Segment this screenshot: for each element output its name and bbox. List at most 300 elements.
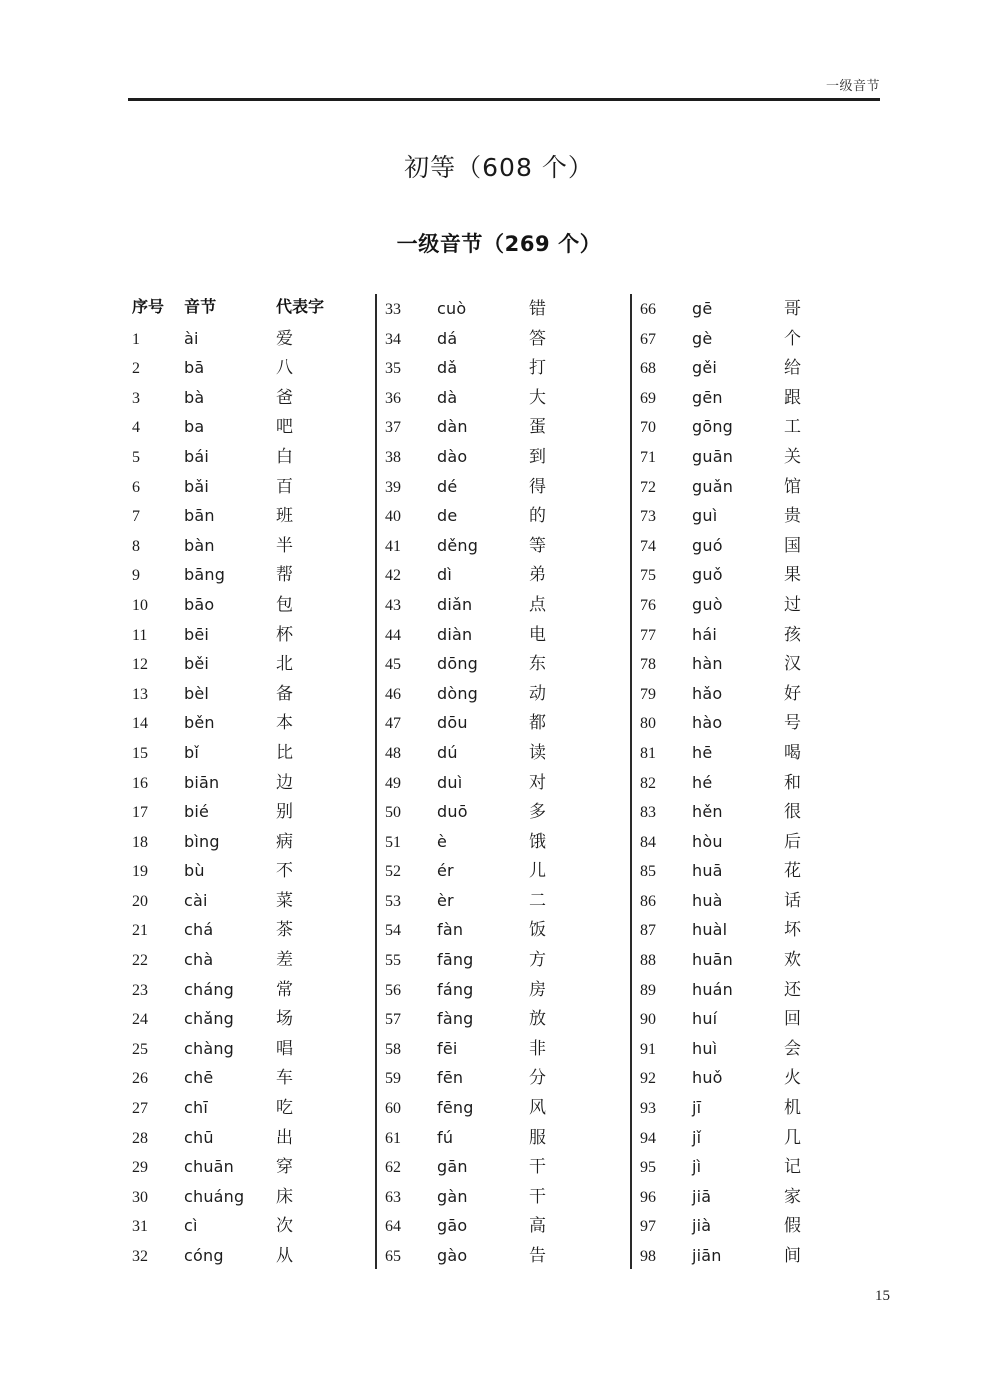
cell-number: 47	[385, 715, 401, 733]
cell-character: 边	[276, 772, 293, 793]
cell-number: 84	[640, 833, 656, 851]
table-column-3	[640, 294, 878, 1269]
cell-number: 85	[640, 863, 656, 881]
cell-character: 话	[784, 890, 801, 911]
table-row	[640, 472, 878, 502]
cell-character: 常	[276, 979, 293, 1000]
table-row	[385, 620, 623, 650]
table-row	[385, 590, 623, 620]
table-row	[385, 412, 623, 442]
cell-number: 28	[132, 1129, 148, 1147]
cell-number: 61	[385, 1129, 401, 1147]
cell-number: 30	[132, 1188, 148, 1206]
cell-number: 63	[385, 1188, 401, 1206]
cell-number: 22	[132, 952, 148, 970]
cell-character: 儿	[529, 861, 546, 882]
cell-number: 35	[385, 360, 401, 378]
cell-syllable: chuān	[184, 1157, 235, 1177]
cell-syllable: huì	[692, 1038, 718, 1058]
table-row	[640, 649, 878, 679]
cell-syllable: huā	[692, 861, 723, 881]
cell-syllable: fēng	[437, 1098, 474, 1118]
cell-character: 非	[529, 1038, 546, 1059]
table-row	[385, 797, 623, 827]
cell-number: 96	[640, 1188, 656, 1206]
cell-character: 场	[276, 1009, 293, 1030]
table-row	[385, 1241, 623, 1271]
cell-character: 风	[529, 1098, 546, 1119]
cell-syllable: fēn	[437, 1068, 464, 1088]
cell-character: 唱	[276, 1038, 293, 1059]
cell-number: 38	[385, 448, 401, 466]
table-row	[640, 738, 878, 768]
cell-syllable: guǒ	[692, 565, 723, 585]
cell-syllable: hǎo	[692, 683, 723, 703]
cell-character: 对	[529, 772, 546, 793]
table-row	[640, 856, 878, 886]
cell-syllable: fēi	[437, 1038, 458, 1058]
cell-syllable: jiā	[692, 1186, 712, 1206]
table-row	[132, 620, 370, 650]
cell-syllable: fāng	[437, 950, 474, 970]
table-row	[385, 856, 623, 886]
cell-syllable: chī	[184, 1098, 208, 1118]
cell-character: 会	[784, 1038, 801, 1059]
cell-character: 机	[784, 1098, 801, 1119]
cell-syllable: dú	[437, 742, 458, 762]
cell-syllable: bái	[184, 446, 210, 466]
cell-syllable: hòu	[692, 831, 723, 851]
cell-number: 58	[385, 1040, 401, 1058]
cell-character: 弟	[529, 565, 546, 586]
cell-number: 67	[640, 330, 656, 348]
cell-syllable: gào	[437, 1246, 468, 1265]
cell-syllable: bèl	[184, 683, 210, 703]
table-row	[132, 1093, 370, 1123]
cell-number: 73	[640, 508, 656, 526]
header-cell-character: 代表字	[276, 297, 325, 316]
cell-character: 馆	[784, 476, 801, 497]
table-row	[132, 827, 370, 857]
cell-character: 哥	[784, 299, 801, 319]
cell-syllable: hào	[692, 713, 723, 733]
cell-syllable: dòng	[437, 683, 479, 703]
cell-number: 34	[385, 330, 401, 348]
cell-syllable: dào	[437, 446, 468, 466]
cell-syllable: huà	[692, 890, 723, 910]
cell-character: 错	[529, 299, 546, 319]
cell-number: 59	[385, 1070, 401, 1088]
table-row	[132, 383, 370, 413]
cell-number: 11	[132, 626, 148, 644]
page-subtitle: 一级音节（269 个）	[396, 232, 602, 256]
cell-character: 答	[529, 328, 546, 349]
cell-syllable: fàn	[437, 920, 464, 940]
cell-number: 80	[640, 715, 656, 733]
table-row	[640, 1034, 878, 1064]
cell-syllable: cài	[184, 890, 208, 910]
cell-character: 好	[784, 683, 801, 704]
cell-syllable: bā	[184, 358, 205, 378]
table-row	[640, 383, 878, 413]
cell-character: 欢	[784, 950, 801, 971]
cell-character: 饭	[529, 920, 546, 941]
cell-number: 44	[385, 626, 401, 644]
cell-character: 帮	[276, 565, 293, 586]
cell-syllable: bié	[184, 802, 210, 822]
cell-number: 8	[132, 537, 140, 555]
cell-character: 跟	[784, 387, 801, 408]
table-row	[640, 412, 878, 442]
cell-number: 14	[132, 715, 148, 733]
cell-syllable: bìng	[184, 831, 220, 851]
cell-character: 个	[784, 328, 801, 349]
cell-syllable: fú	[437, 1127, 454, 1147]
cell-syllable: dōu	[437, 713, 468, 733]
cell-character: 干	[529, 1186, 546, 1207]
cell-syllable: dá	[437, 328, 458, 348]
cell-character: 间	[784, 1246, 801, 1266]
cell-number: 51	[385, 833, 401, 851]
cell-syllable: fáng	[437, 979, 474, 999]
cell-syllable: děng	[437, 535, 479, 555]
cell-number: 26	[132, 1070, 148, 1088]
cell-character: 出	[276, 1127, 293, 1148]
table-row	[640, 886, 878, 916]
cell-number: 52	[385, 863, 401, 881]
table-row	[640, 1241, 878, 1271]
table-row	[385, 1093, 623, 1123]
cell-syllable: guì	[692, 506, 718, 526]
table-row	[132, 442, 370, 472]
table-header-row	[132, 294, 370, 324]
cell-syllable: cóng	[184, 1246, 224, 1265]
running-header-text: 一级音节	[825, 79, 880, 94]
table-row	[385, 560, 623, 590]
cell-syllable: běn	[184, 713, 215, 733]
cell-number: 89	[640, 981, 656, 999]
table-row	[640, 1063, 878, 1093]
cell-character: 汉	[784, 654, 801, 675]
table-row	[640, 560, 878, 590]
cell-character: 比	[276, 742, 293, 763]
cell-character: 告	[529, 1246, 546, 1266]
cell-syllable: gěi	[692, 358, 718, 378]
cell-character: 次	[276, 1216, 293, 1237]
cell-number: 94	[640, 1129, 656, 1147]
table-row	[385, 472, 623, 502]
cell-number: 50	[385, 804, 401, 822]
cell-character: 吃	[276, 1098, 293, 1119]
table-row	[385, 1034, 623, 1064]
cell-number: 97	[640, 1218, 656, 1236]
cell-character: 包	[276, 594, 293, 615]
cell-number: 25	[132, 1040, 148, 1058]
table-row	[640, 827, 878, 857]
cell-number: 57	[385, 1011, 401, 1029]
cell-number: 21	[132, 922, 148, 940]
page-title: 初等（608 个）	[404, 153, 594, 182]
cell-syllable: ér	[437, 861, 454, 881]
table-row	[640, 915, 878, 945]
cell-syllable: gē	[692, 299, 713, 318]
table-row	[640, 501, 878, 531]
cell-number: 77	[640, 626, 656, 644]
header-cell-syllable: 音节	[184, 297, 217, 316]
cell-number: 75	[640, 567, 656, 585]
cell-character: 别	[276, 802, 293, 823]
cell-character: 到	[529, 446, 546, 467]
cell-character: 动	[529, 683, 546, 704]
cell-character: 干	[529, 1157, 546, 1178]
cell-character: 读	[529, 742, 546, 763]
cell-syllable: hē	[692, 742, 713, 762]
cell-syllable: guò	[692, 594, 723, 614]
table-row	[640, 1123, 878, 1153]
cell-number: 42	[385, 567, 401, 585]
table-row	[640, 1093, 878, 1123]
cell-number: 71	[640, 448, 656, 466]
cell-character: 孩	[784, 624, 801, 645]
cell-number: 98	[640, 1248, 656, 1265]
table-row	[385, 1063, 623, 1093]
table-row	[132, 856, 370, 886]
table-row	[132, 975, 370, 1005]
cell-number: 95	[640, 1159, 656, 1177]
cell-syllable: gàn	[437, 1186, 468, 1206]
cell-syllable: hěn	[692, 802, 723, 822]
table-row	[640, 442, 878, 472]
cell-character: 本	[276, 713, 293, 734]
cell-syllable: de	[437, 506, 458, 526]
cell-number: 7	[132, 508, 140, 526]
cell-character: 大	[529, 387, 546, 408]
cell-character: 都	[529, 713, 546, 734]
cell-character: 关	[784, 446, 801, 467]
cell-syllable: hái	[692, 624, 717, 644]
table-row	[132, 649, 370, 679]
cell-character: 国	[784, 535, 801, 556]
cell-syllable: guó	[692, 535, 723, 555]
table-row	[385, 1182, 623, 1212]
cell-character: 给	[784, 358, 801, 379]
cell-number: 6	[132, 478, 140, 496]
cell-number: 27	[132, 1100, 148, 1118]
cell-character: 百	[276, 476, 293, 497]
cell-syllable: diàn	[437, 624, 473, 644]
table-column-1	[132, 294, 370, 1269]
cell-character: 点	[529, 594, 546, 615]
cell-character: 得	[529, 476, 546, 497]
cell-character: 爸	[276, 387, 293, 408]
cell-syllable: cháng	[184, 979, 235, 999]
table-row	[132, 560, 370, 590]
cell-character: 方	[529, 950, 546, 971]
cell-character: 高	[529, 1216, 546, 1237]
table-row	[385, 294, 623, 324]
table-row	[640, 1004, 878, 1034]
cell-character: 房	[529, 979, 546, 1000]
table-row	[385, 324, 623, 354]
cell-syllable: cuò	[437, 299, 467, 318]
cell-number: 46	[385, 685, 401, 703]
cell-syllable: jī	[692, 1098, 702, 1118]
cell-character: 假	[784, 1216, 801, 1237]
cell-syllable: bàn	[184, 535, 215, 555]
cell-character: 分	[529, 1068, 546, 1089]
cell-syllable: dì	[437, 565, 453, 585]
cell-syllable: bà	[184, 387, 205, 407]
cell-syllable: běi	[184, 654, 210, 674]
table-row	[385, 353, 623, 383]
table-row	[385, 531, 623, 561]
table-row	[132, 472, 370, 502]
cell-character: 后	[784, 831, 801, 852]
table-row	[132, 1211, 370, 1241]
cell-number: 92	[640, 1070, 656, 1088]
cell-number: 18	[132, 833, 148, 851]
table-row	[385, 383, 623, 413]
cell-number: 86	[640, 892, 656, 910]
header-cell-number: 序号	[132, 297, 165, 316]
cell-number: 60	[385, 1100, 401, 1118]
cell-syllable: chē	[184, 1068, 214, 1088]
cell-character: 号	[784, 713, 801, 734]
cell-syllable: huí	[692, 1009, 718, 1029]
table-row	[132, 1182, 370, 1212]
table-row	[385, 738, 623, 768]
cell-character: 等	[529, 535, 546, 556]
table-row	[385, 1123, 623, 1153]
table-row	[132, 353, 370, 383]
table-row	[385, 975, 623, 1005]
cell-character: 吧	[276, 417, 293, 438]
cell-number: 32	[132, 1248, 148, 1265]
cell-syllable: duō	[437, 802, 468, 822]
cell-syllable: hàn	[692, 654, 723, 674]
table-row	[385, 1211, 623, 1241]
table-row	[640, 1182, 878, 1212]
cell-character: 东	[529, 654, 546, 675]
cell-character: 火	[784, 1068, 801, 1089]
table-row	[132, 531, 370, 561]
cell-number: 76	[640, 596, 656, 614]
cell-character: 记	[784, 1157, 801, 1178]
cell-syllable: bǐ	[184, 742, 200, 762]
cell-syllable: jǐ	[692, 1127, 702, 1147]
cell-character: 八	[276, 358, 293, 379]
cell-number: 79	[640, 685, 656, 703]
column-divider-1	[375, 294, 377, 1269]
table-row	[640, 797, 878, 827]
table-row	[385, 768, 623, 798]
cell-syllable: duì	[437, 772, 463, 792]
table-row	[385, 1004, 623, 1034]
cell-syllable: bēi	[184, 624, 210, 644]
cell-character: 饿	[529, 831, 546, 852]
cell-character: 放	[529, 1009, 546, 1030]
table-row	[385, 649, 623, 679]
cell-character: 茶	[276, 920, 293, 941]
cell-number: 48	[385, 744, 401, 762]
cell-character: 果	[784, 565, 801, 586]
table-row	[132, 501, 370, 531]
cell-syllable: cì	[184, 1216, 198, 1236]
table-row	[132, 1123, 370, 1153]
table-row	[640, 945, 878, 975]
cell-syllable: bāo	[184, 594, 215, 614]
table-row	[640, 620, 878, 650]
cell-number: 70	[640, 419, 656, 437]
cell-syllable: ài	[184, 328, 199, 348]
cell-number: 66	[640, 301, 656, 318]
cell-syllable: jì	[692, 1157, 702, 1177]
table-row	[640, 975, 878, 1005]
table-row	[640, 324, 878, 354]
table-row	[132, 1063, 370, 1093]
cell-number: 16	[132, 774, 148, 792]
cell-number: 37	[385, 419, 401, 437]
cell-number: 68	[640, 360, 656, 378]
cell-syllable: ba	[184, 417, 205, 437]
cell-syllable: hé	[692, 772, 713, 792]
cell-syllable: dé	[437, 476, 458, 496]
cell-number: 90	[640, 1011, 656, 1029]
cell-character: 备	[276, 683, 293, 704]
cell-syllable: dǎ	[437, 358, 458, 378]
table-row	[132, 590, 370, 620]
cell-character: 床	[276, 1186, 293, 1207]
table-row	[640, 679, 878, 709]
cell-character: 贵	[784, 506, 801, 527]
cell-character: 和	[784, 772, 801, 793]
table-row	[132, 324, 370, 354]
cell-syllable: huàl	[692, 920, 728, 940]
table-row	[640, 1211, 878, 1241]
table-row	[640, 294, 878, 324]
cell-number: 29	[132, 1159, 148, 1177]
cell-number: 10	[132, 596, 148, 614]
cell-number: 81	[640, 744, 656, 762]
cell-character: 电	[529, 624, 546, 645]
cell-syllable: gēn	[692, 387, 723, 407]
cell-number: 19	[132, 863, 148, 881]
cell-character: 半	[276, 535, 293, 556]
cell-character: 从	[276, 1246, 293, 1266]
cell-character: 几	[784, 1127, 801, 1148]
table-column-2	[385, 294, 623, 1269]
cell-number: 74	[640, 537, 656, 555]
cell-syllable: bù	[184, 861, 205, 881]
cell-number: 40	[385, 508, 401, 526]
cell-syllable: gāo	[437, 1216, 468, 1236]
cell-number: 2	[132, 360, 140, 378]
page-number: 15	[875, 1288, 890, 1304]
cell-character: 的	[529, 506, 546, 527]
cell-number: 39	[385, 478, 401, 496]
table-row	[640, 531, 878, 561]
cell-syllable: huǒ	[692, 1068, 723, 1088]
table-row	[385, 501, 623, 531]
table-row	[132, 915, 370, 945]
cell-character: 不	[276, 861, 293, 882]
table-row	[132, 679, 370, 709]
table-row	[132, 738, 370, 768]
cell-syllable: bǎi	[184, 476, 210, 496]
cell-syllable: gōng	[692, 417, 734, 437]
cell-syllable: dōng	[437, 654, 479, 674]
cell-syllable: biān	[184, 772, 220, 792]
